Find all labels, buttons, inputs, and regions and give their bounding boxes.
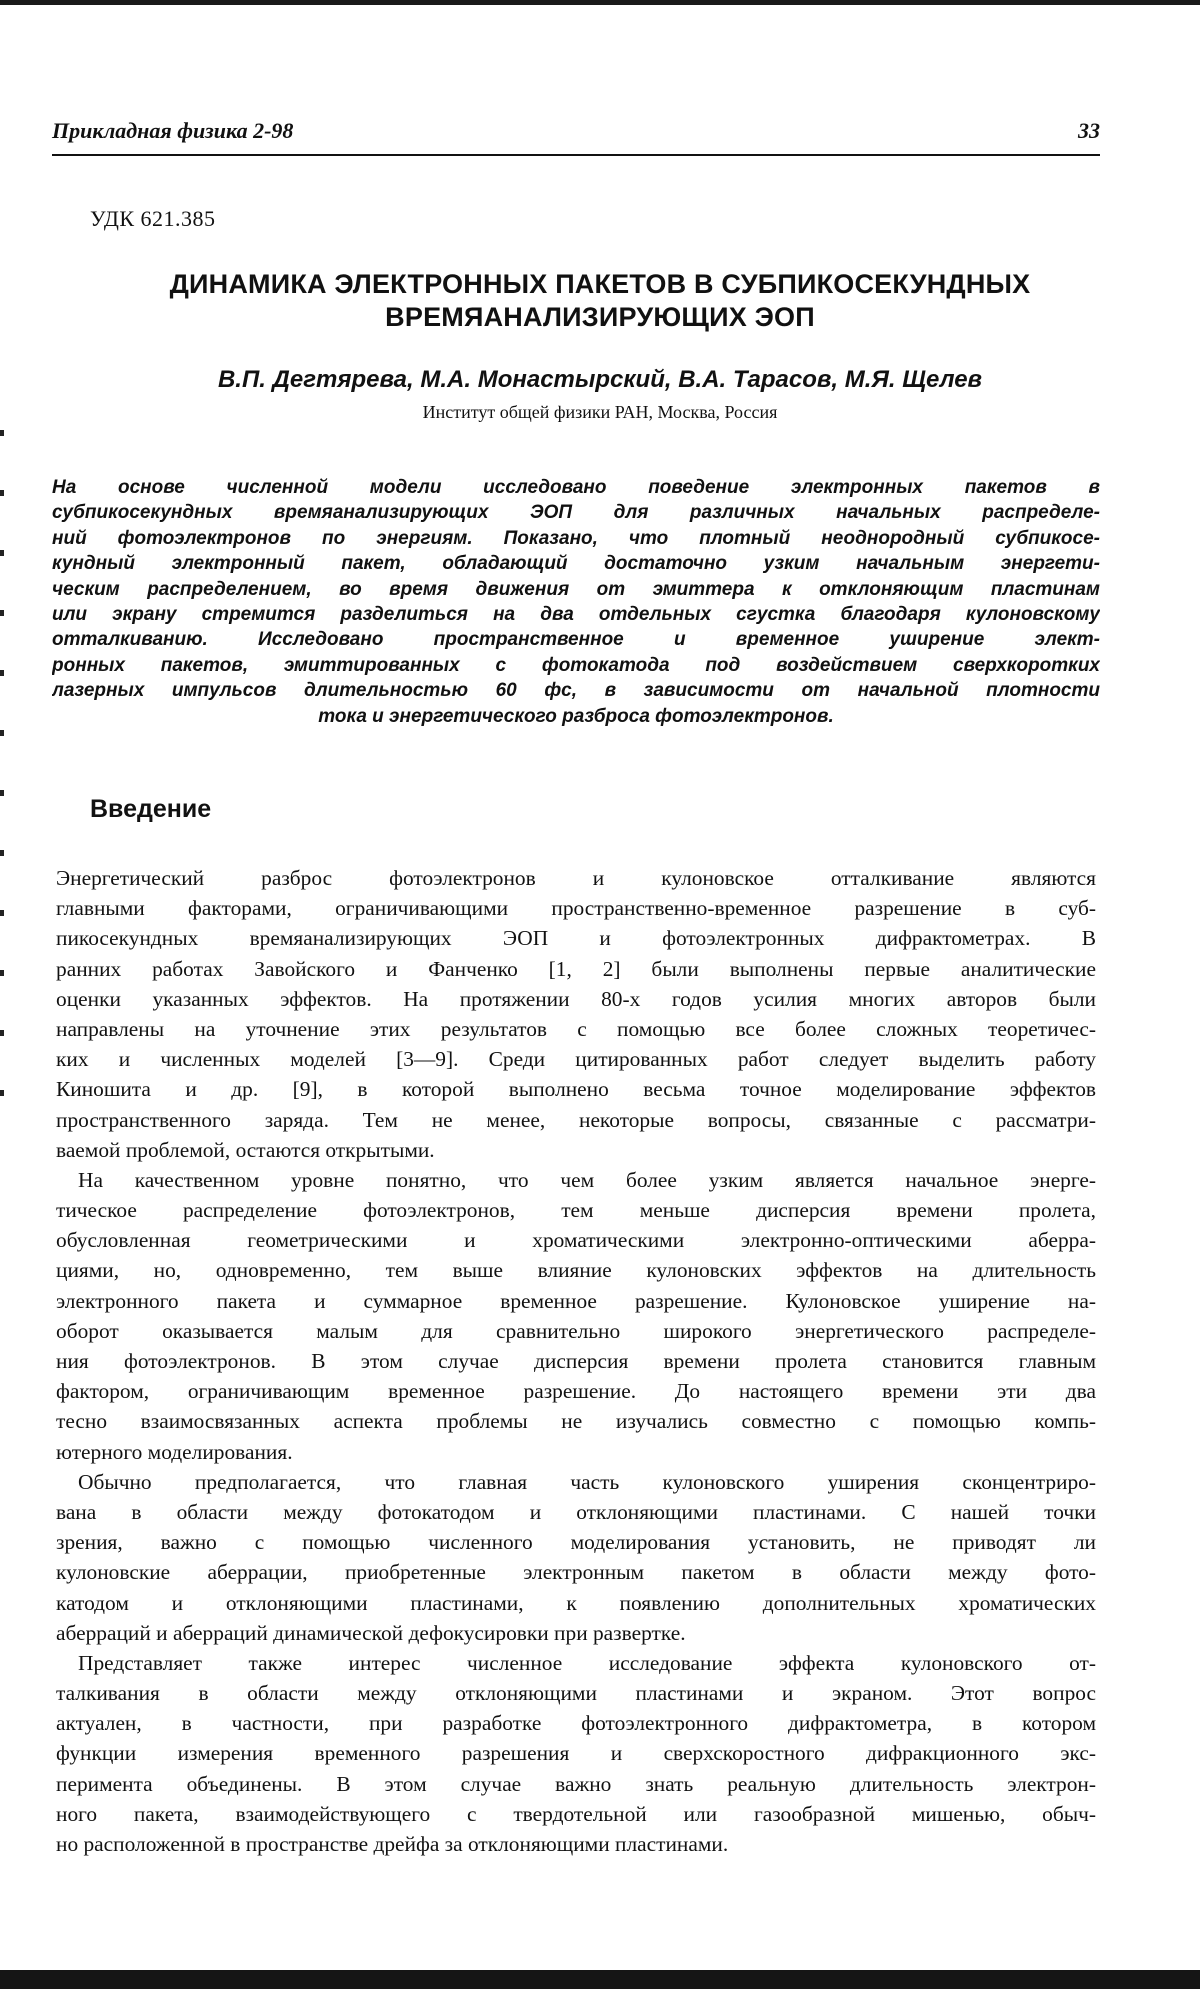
body-paragraph — [56, 1648, 1096, 1859]
body-line: Обычно предполагается, что главная часть кулоновского уширения сконцентриро- — [78, 1469, 1096, 1494]
body-line: Представляет также интерес численное исследование эффекта кулоновского от- — [78, 1650, 1096, 1675]
abstract-line: отталкиванию. Исследовано пространственное и временное уширение элект- — [52, 629, 1100, 651]
abstract — [52, 475, 1100, 729]
abstract-line: кундный электронный пакет, обладающий достаточно узким начальным энергети- — [52, 553, 1100, 575]
body-paragraph — [56, 1467, 1096, 1648]
body-line: кулоновские аберрации, приобретенные электронным пакетом в области между фото- — [56, 1560, 1096, 1585]
body-line: оценки указанных эффектов. На протяжении 80-х годов усилия многих авторов были — [56, 986, 1096, 1011]
author-list: В.П. Дегтярева, М.А. Монастырский, В.А. Тарасов, М.Я. Щелев — [217, 366, 983, 393]
body-line: катодом и отклоняющими пластинами, к появлению дополнительных хроматических — [56, 1590, 1096, 1615]
scan-left-margin-marks — [0, 430, 4, 1150]
scan-top-edge — [0, 0, 1200, 5]
body-line: ного пакета, взаимодействующего с твердотельной или газообразной мишенью, обыч- — [56, 1801, 1096, 1826]
body-paragraph — [56, 863, 1096, 1165]
body-line: фактором, ограничивающим временное разрешение. До настоящего времени эти два — [56, 1379, 1096, 1404]
title-line: ДИНАМИКА ЭЛЕКТРОННЫХ ПАКЕТОВ В СУБПИКОСЕКУНДНЫХ — [169, 269, 1031, 299]
body-line: электронного пакета и суммарное временное разрешение. Кулоновское уширение на- — [56, 1288, 1096, 1313]
body-line: оборот оказывается малым для сравнительно широкого энергетического распределе- — [56, 1318, 1096, 1343]
abstract-line: лазерных импульсов длительностью 60 фс, в зависимости от начальной плотности — [52, 680, 1100, 702]
body-text — [56, 863, 1096, 1859]
abstract-line: ческим распределением, во время движения от эмиттера к отклоняющим пластинам — [52, 578, 1100, 600]
body-line: тическое распределение фотоэлектронов, тем меньше дисперсия времени пролета, — [56, 1198, 1096, 1223]
page-number: 33 — [1078, 118, 1100, 143]
abstract-line: На основе численной модели исследовано поведение электронных пакетов в — [52, 477, 1100, 498]
abstract-line: или экрану стремится разделиться на два отдельных сгустка благодаря кулоновскому — [52, 603, 1100, 625]
article-title — [60, 268, 1140, 334]
body-line: актуален, в частности, при разработке фотоэлектронного дифрактометра, в котором — [56, 1711, 1096, 1736]
title-line: ВРЕМЯАНАЛИЗИРУЮЩИХ ЭОП — [385, 302, 815, 332]
body-line: На качественном уровне понятно, что чем более узким является начальное энерге- — [78, 1167, 1096, 1192]
running-head — [52, 114, 1100, 156]
body-line: ких и численных моделей [3—9]. Среди цитированных работ следует выделить работу — [56, 1047, 1096, 1072]
abstract-line: ронных пакетов, эмиттированных с фотокатода под воздействием сверхкоротких — [52, 654, 1100, 676]
body-line: аберраций и аберраций динамической дефокусировки при развертке. — [56, 1620, 686, 1645]
body-line: функции измерения временного разрешения и сверхскоростного дифракционного экс- — [56, 1741, 1096, 1766]
body-line: обусловленная геометрическими и хроматическими электронно-оптическими аберра- — [56, 1228, 1096, 1253]
body-line: пикосекундных времяанализирующих ЭОП и фотоэлектронных дифрактометрах. В — [56, 926, 1096, 951]
body-line: тесно взаимосвязанных аспекта проблемы не изучались совместно с помощью компь- — [56, 1409, 1096, 1434]
body-paragraph — [56, 1165, 1096, 1467]
body-line: ранних работах Завойского и Фанченко [1, 2] были выполнены первые аналитические — [56, 956, 1096, 981]
body-line: Энергетический разброс фотоэлектронов и кулоновское отталкивание являются — [56, 866, 1096, 890]
body-line: направлены на уточнение этих результатов с помощью все более сложных теоретичес- — [56, 1016, 1096, 1041]
body-line: зрения, важно с помощью численного моделирования установить, не приводят ли — [56, 1530, 1096, 1555]
section-heading-introduction: Введение — [90, 795, 212, 823]
body-line: Киношита и др. [9], в которой выполнено весьма точное моделирование эффектов — [56, 1077, 1096, 1102]
affiliation: Институт общей физики РАН, Москва, Россия — [422, 402, 778, 422]
udc-code: УДК 621.385 — [90, 206, 216, 231]
abstract-line: субпикосекундных времяанализирующих ЭОП для различных начальных распределе- — [52, 502, 1100, 524]
body-line: ютерного моделирования. — [56, 1439, 293, 1464]
abstract-line: тока и энергетического разброса фотоэлектронов. — [318, 705, 834, 727]
body-line: ваемой проблемой, остаются открытыми. — [56, 1137, 435, 1162]
body-line: но расположенной в пространстве дрейфа за отклоняющими пластинами. — [56, 1832, 729, 1856]
body-line: ния фотоэлектронов. В этом случае дисперсия времени пролета становится главным — [56, 1349, 1096, 1373]
body-line: главными факторами, ограничивающими пространственно-временное разрешение в суб- — [56, 896, 1096, 921]
scan-bottom-edge — [0, 1970, 1200, 1989]
body-line: пространственного заряда. Тем не менее, некоторые вопросы, связанные с рассматри- — [56, 1107, 1096, 1132]
body-line: перимента объединены. В этом случае важно знать реальную длительность электрон- — [56, 1771, 1096, 1796]
body-line: циями, но, одновременно, тем выше влияние кулоновских эффектов на длительность — [56, 1258, 1096, 1283]
body-line: талкивания в области между отклоняющими пластинами и экраном. Этот вопрос — [56, 1681, 1096, 1706]
abstract-line: ний фотоэлектронов по энергиям. Показано, что плотный неоднородный субпикосе- — [52, 527, 1100, 549]
body-line: вана в области между фотокатодом и отклоняющими пластинами. С нашей точки — [56, 1499, 1096, 1524]
journal-name: Прикладная физика 2-98 — [52, 118, 294, 143]
